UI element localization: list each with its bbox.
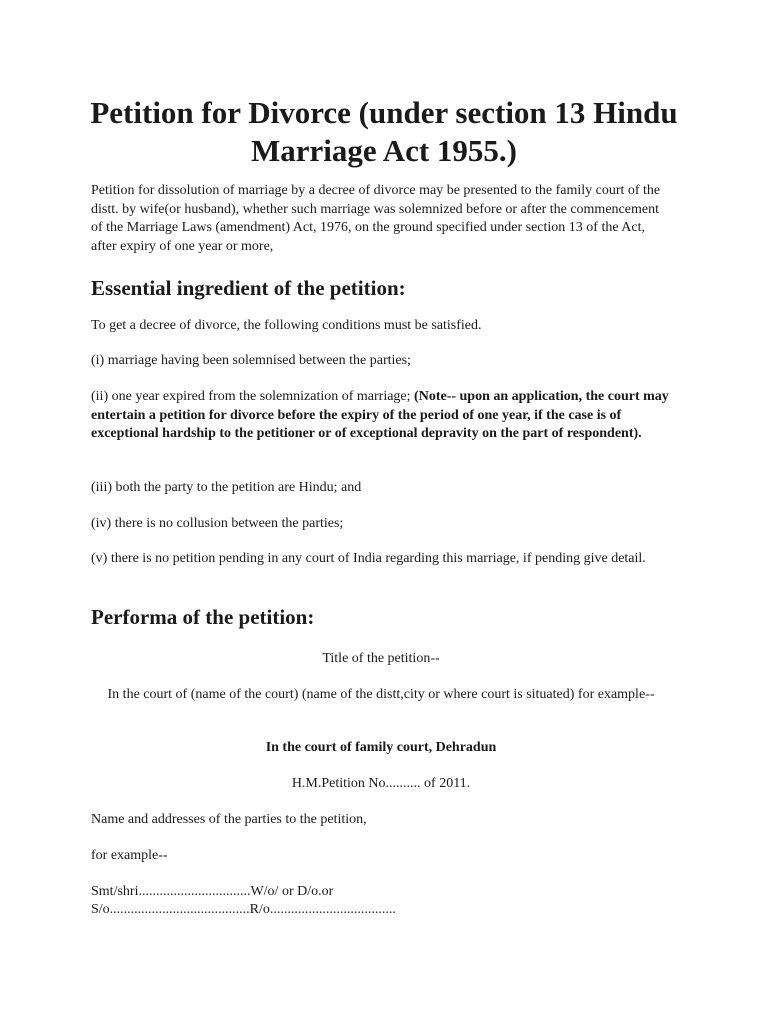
parties-line: Name and addresses of the parties to the petition, — [91, 812, 367, 827]
party-so-line: S/o........................................R/o.................................... — [91, 902, 396, 917]
section-heading-essential-ingredient: Essential ingredient of the petition: — [91, 276, 406, 300]
condition-i: (i) marriage having been solemnised between the parties; — [91, 353, 411, 368]
court-example: In the court of family court, Dehradun — [265, 740, 497, 755]
petition-number: H.M.Petition No.......... of 2011. — [291, 776, 471, 791]
condition-ii-note: (Note-- upon an application, the court may entertain a petition for divorce before the expiry of the period of one year, if the case is of exceptional hardship to the petitioner or of exceptional depravity on the part of respondent). — [91, 389, 669, 441]
condition-ii-text: (ii) one year expired from the solemnization of marriage; — [91, 389, 415, 404]
condition-ii — [91, 388, 671, 444]
for-example-line: for example-- — [91, 848, 168, 863]
conditions-lead: To get a decree of divorce, the following conditions must be satisfied. — [91, 318, 482, 333]
section-heading-performa: Performa of the petition: — [91, 605, 315, 629]
party-smt-line: Smt/shri................................W/o/ or D/o.or — [91, 884, 334, 899]
condition-iii: (iii) both the party to the petition are Hindu; and — [91, 480, 362, 495]
petition-title-line: Title of the petition-- — [322, 651, 440, 666]
condition-iv: (iv) there is no collusion between the parties; — [91, 516, 344, 531]
court-name-line: In the court of (name of the court) (name of the distt,city or where court is situated) for example-- — [107, 687, 655, 702]
intro-paragraph: Petition for dissolution of marriage by a decree of divorce may be presented to the family court of the distt. by wife(or husband), whether such marriage was solemnized before or after the commencement of the Marriage Laws (amendment) Act, 1976, on the ground specified under section 13 of the Act, after expiry of one year or more, — [91, 183, 661, 254]
document-title: Petition for Divorce (under section 13 Hindu Marriage Act 1955.) — [90, 95, 678, 168]
condition-v: (v) there is no petition pending in any court of India regarding this marriage, if pending give detail. — [91, 551, 646, 566]
